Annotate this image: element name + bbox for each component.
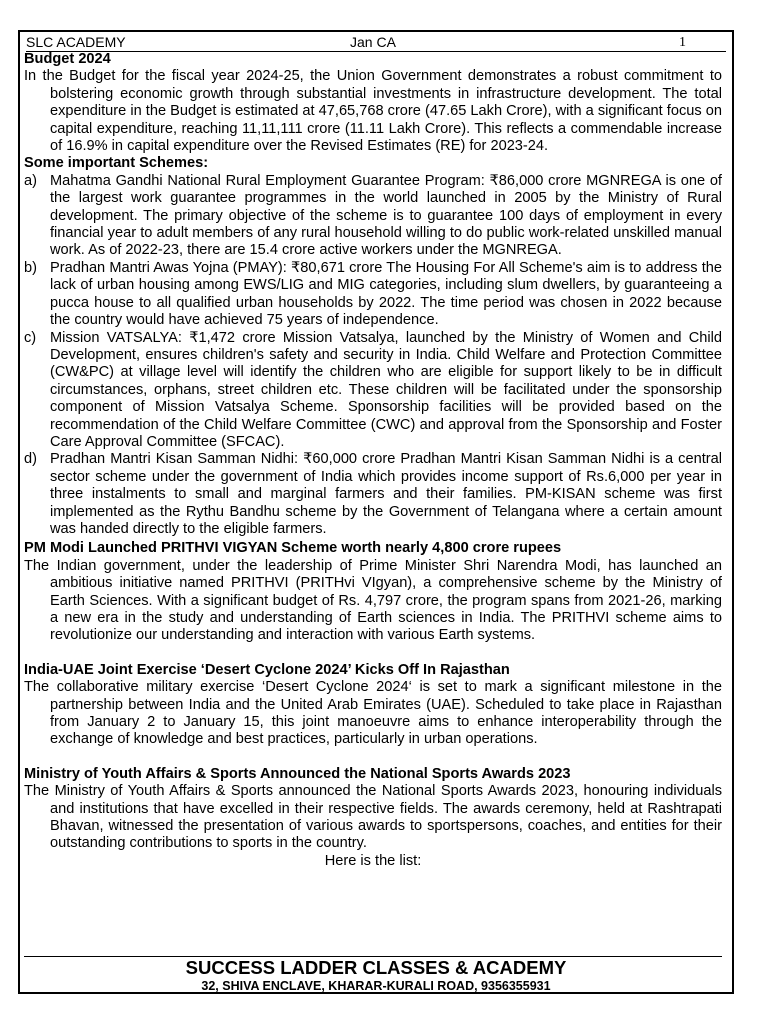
list-item-label: d)	[24, 451, 37, 468]
page-frame	[18, 30, 734, 994]
list-item-label: a)	[24, 172, 37, 189]
header-edition: Jan CA	[350, 34, 396, 50]
desert-cyclone-text: The collaborative military exercise ‘Desert Cyclone 2024‘ is set to mark a significant milestone in the partnership between India and the United Arab Emirates (UAE). Scheduled to take place in Rajasthan from January 2 to January 15, this joint manoeuvre aims to enhance interoperability through the exchange of knowledge and best practices, particularly in urban operations.	[24, 679, 722, 748]
list-item-label: c)	[24, 329, 37, 346]
list-item-text: Pradhan Mantri Awas Yojna (PMAY): ₹80,671 crore The Housing For All Scheme's aim is to address the lack of urban housing among EWS/LIG and MIG categories, including slum dwellers, by guaranteeing a pucca house to all qualified urban households by 2022. The time period was chosen in 2022 because the country would have achieved 75 years of independence.	[50, 259, 722, 329]
budget-intro: In the Budget for the fiscal year 2024-25, the Union Government demonstrates a robust commitment to bolstering economic growth through substantial investments in infrastructure development. The total expenditure in the Budget is estimated at 47,65,768 crore (47.65 Lakh Crore), with a significant focus on capital expenditure, reaching 11,11,111 crore (11.11 Lakh Crore). This reflects a commendable increase of 16.9% in capital expenditure over the Revised Estimates (RE) for 2023-24.	[24, 68, 722, 155]
page-number: 1	[679, 35, 686, 50]
budget-heading: Budget 2024	[24, 51, 111, 67]
list-item	[24, 173, 722, 260]
section-spacer	[24, 749, 722, 766]
list-item	[24, 260, 722, 330]
desert-cyclone-heading: India-UAE Joint Exercise ‘Desert Cyclone 2024’ Kicks Off In Rajasthan	[24, 661, 510, 678]
list-item	[24, 330, 722, 452]
list-item-text: Mahatma Gandhi National Rural Employment Guarantee Program: ₹86,000 crore MGNREGA is one of the largest work guarantee programmes in the world launched in 2005 by the Ministry of Rural development. The primary objective of the scheme is to guarantee 100 days of employment in every financial year to adult members of any rural household willing to do public work-related unskilled manual work. As of 2022-23, there are 15.4 crore active workers under the MGNREGA.	[50, 172, 722, 259]
prithvi-heading: PM Modi Launched PRITHVI VIGYAN Scheme worth nearly 4,800 crore rupees	[24, 540, 562, 557]
sports-heading: Ministry of Youth Affairs & Sports Announced the National Sports Awards 2023	[24, 765, 571, 782]
page-header	[26, 34, 726, 52]
list-item	[24, 451, 722, 538]
sports-list-intro: Here is the list:	[324, 852, 422, 869]
page-content	[24, 51, 722, 870]
list-item-text: Mission VATSALYA: ₹1,472 crore Mission Vatsalya, launched by the Ministry of Women and Child Development, ensures children's safety and security in India. Child Welfare and Protection Committee (CW&PC) at village level will identify the children who are eligible for support likely to be in difficult circumstances, orphans, street children etc. These children will be facilitated under the sponsorship component of Mission Vatsalya Scheme. Sponsorship facilities will be provided based on the recommendation of the Child Welfare Committee (CWC) and approval from the Sponsorship and Foster Care Approval Committee (SFCAC).	[50, 329, 722, 450]
prithvi-text: The Indian government, under the leadership of Prime Minister Shri Narendra Modi, has launched an ambitious initiative named PRITHVI (PRITHvi VIgyan), a comprehensive scheme by the Ministry of Earth Sciences. With a significant budget of Rs. 4,797 crore, the program spans from 2021-26, marking a new era in the study and understanding of Earth sciences in India. The PRITHVI scheme aims to revolutionize our understanding and interaction with various Earth systems.	[24, 557, 722, 644]
sports-text: The Ministry of Youth Affairs & Sports announced the National Sports Awards 2023, honouring individuals and institutions that have excelled in their respective fields. The awards ceremony, held at Rashtrapati Bhavan, witnessed the presentation of various awards to sportspersons, coaches, and entities for their outstanding contributions to sports in the country.	[24, 783, 722, 852]
schemes-heading: Some important Schemes:	[24, 155, 209, 172]
header-academy-name: SLC ACADEMY	[26, 34, 126, 50]
list-item-label: b)	[24, 259, 37, 276]
footer-address: 32, SHIVA ENCLAVE, KHARAR-KURALI ROAD, 9356355931	[201, 979, 551, 993]
section-spacer	[24, 645, 722, 662]
list-item-text: Pradhan Mantri Kisan Samman Nidhi: ₹60,000 crore Pradhan Mantri Kisan Samman Nidhi is a central sector scheme under the government of India which provides income support of Rs.6,000 per year in three instalments to small and marginal farmers and their families. PM-KISAN scheme was first implemented as the Rythu Bandhu scheme by the Government of Telangana where a certain amount was handed directly to the eligible farmers.	[50, 451, 722, 537]
schemes-list	[24, 173, 722, 539]
footer-title: SUCCESS LADDER CLASSES & ACADEMY	[185, 957, 567, 978]
